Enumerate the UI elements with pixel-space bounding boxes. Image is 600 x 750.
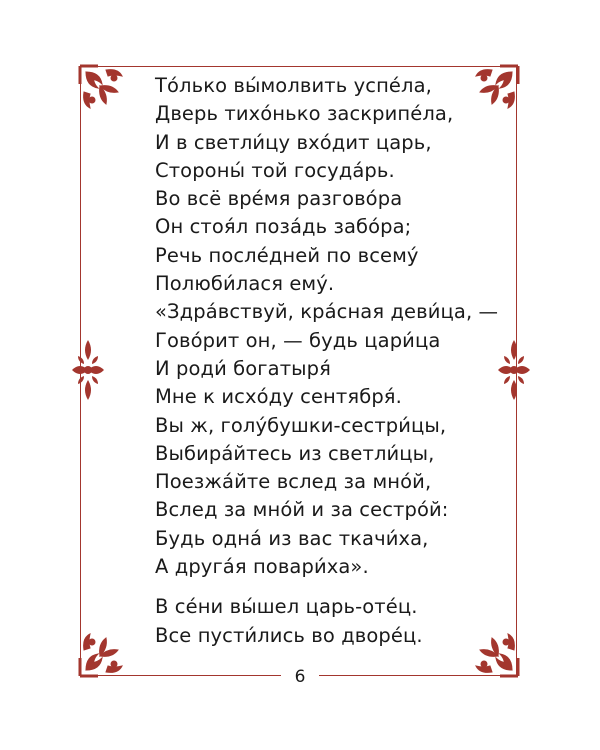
poem-line: Будь одна́ из вас ткачи́ха, [155,526,429,550]
poem-line: Дверь тихо́нько заскрипе́ла, [155,102,454,126]
poem-line: Речь после́дней по всему́ [155,243,419,267]
poem-line: Поезжа́йте вслед за мно́й, [155,470,432,494]
poem-text [155,72,515,650]
poem-line: Вслед за мно́й и за сестро́й: [155,498,449,522]
stanza-1 [155,72,515,581]
poem-line: И роди́ богатыря́ [155,356,331,380]
poem-line: Во всё вре́мя разгово́ра [155,187,403,211]
corner-ornament-top-left [78,64,130,116]
poem-line: Выбира́йтесь из светли́цы, [155,441,435,465]
poem-line: То́лько вы́молвить успе́ла, [155,74,432,97]
poem-line: Гово́рит он, — будь цари́ца [155,328,441,352]
stanza-2 [155,593,515,650]
poem-line: А друга́я повари́ха». [155,555,369,579]
poem-line: Полюби́лася ему́. [155,272,335,296]
poem-line: «Здра́вствуй, кра́сная деви́ца, — [155,300,499,324]
poem-line: Все пусти́лись во дворе́ц. [155,623,423,647]
poem-line: В се́ни вы́шел царь-оте́ц. [155,595,418,619]
poem-line: Стороны́ той госуда́рь. [155,158,395,182]
page-number-text: 6 [281,667,320,687]
poem-line: Мне к исхо́ду сентября́. [155,385,402,409]
poem-line: И в светли́цу вхо́дит царь, [155,130,432,154]
poem-line: Он стоя́л поза́дь забо́ра; [155,215,412,239]
side-ornament-left [70,338,106,402]
poem-line: Вы ж, голу́бушки-сестри́цы, [155,413,447,437]
stanza-divider [155,581,515,593]
page-number [0,667,600,687]
